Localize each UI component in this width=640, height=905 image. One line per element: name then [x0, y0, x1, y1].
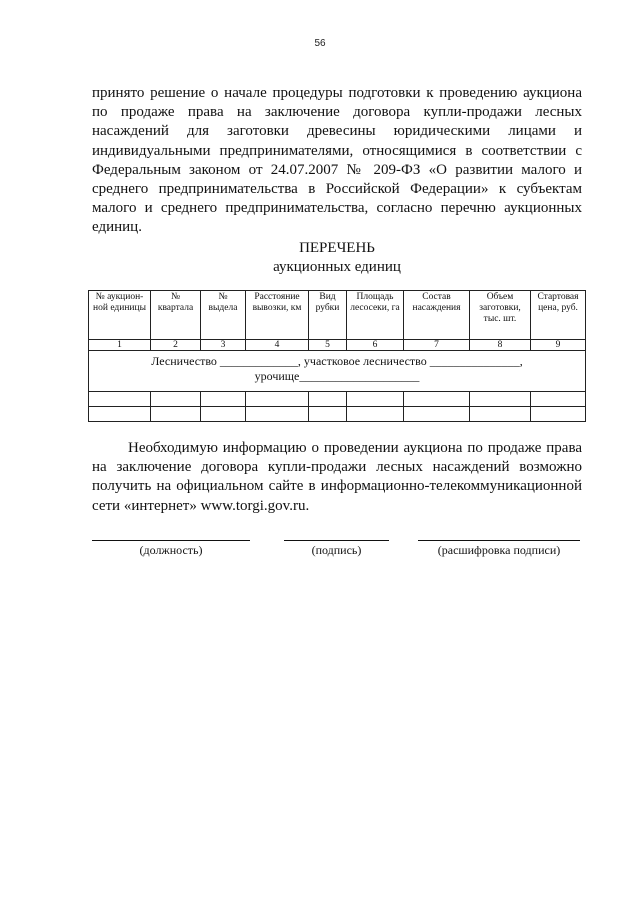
header-unit-number: № аукцион-ной единицы — [89, 291, 151, 340]
header-starting-price: Стартовая цена, руб. — [531, 291, 586, 340]
decoding-line — [418, 540, 580, 541]
column-number: 1 — [89, 340, 151, 351]
table-cell — [309, 407, 347, 422]
signature-line — [284, 540, 389, 541]
column-number: 3 — [201, 340, 246, 351]
table-cell — [470, 392, 531, 407]
intro-paragraph: принято решение о начале процедуры подготовки к проведению аукциона по продаже права на заключение договора купли-продажи лесных насаждений для заготовки древесины юридическими лицами и индивидуальными предпринимателями, относящимися в соответствии с Федеральным законом от 24.07.2007 № 209-ФЗ «О развитии малого и среднего предпринимательства в Российской Федерации» к субъектам малого и среднего предпринимательства, согласно перечню аукционных единиц. — [92, 85, 582, 236]
table-cell — [309, 392, 347, 407]
table-cell — [404, 407, 470, 422]
header-harvest-volume: Объем заготовки, тыс. шт. — [470, 291, 531, 340]
table-cell — [531, 392, 586, 407]
signature-label: (подпись) — [311, 543, 362, 557]
forestry-cell — [89, 351, 586, 392]
table-cell — [201, 392, 246, 407]
column-number: 4 — [246, 340, 309, 351]
header-felling-type: Вид рубки — [309, 291, 347, 340]
table-cell — [470, 407, 531, 422]
table-cell — [347, 392, 404, 407]
decoding-label: (расшифровка подписи) — [437, 543, 561, 557]
column-number: 2 — [151, 340, 201, 351]
table-cell — [151, 407, 201, 422]
table-row — [89, 392, 586, 407]
table-header-row — [89, 291, 586, 340]
decoding-field — [418, 540, 580, 558]
tract-line: урочище____________________ — [254, 369, 420, 383]
table-cell — [246, 407, 309, 422]
info-paragraph: Необходимую информацию о проведении аукциона по продаже права на заключение договора купли-продажи лесных насаждений возможно получить на официальном сайте в информационно-телекоммуникационной сети «интернет» www.torgi.gov.ru. — [92, 440, 582, 514]
position-label: (должность) — [139, 543, 203, 557]
list-subtitle: аукционных единиц — [273, 259, 401, 275]
header-allotment-number: № выдела — [201, 291, 246, 340]
column-number-row — [89, 340, 586, 351]
column-number: 5 — [309, 340, 347, 351]
signature-field — [284, 540, 389, 558]
header-stand-composition: Состав насаждения — [404, 291, 470, 340]
column-number: 8 — [470, 340, 531, 351]
position-field — [92, 540, 250, 558]
forestry-line: Лесничество _____________, участковое лесничество _______________, — [151, 354, 523, 368]
table-cell — [531, 407, 586, 422]
column-number: 9 — [531, 340, 586, 351]
column-number: 6 — [347, 340, 404, 351]
table-cell — [151, 392, 201, 407]
column-number: 7 — [404, 340, 470, 351]
page-number: 56 — [314, 38, 326, 49]
position-line — [92, 540, 250, 541]
signature-block — [92, 540, 582, 570]
table-row — [89, 407, 586, 422]
header-quarter-number: № квартала — [151, 291, 201, 340]
table-cell — [89, 392, 151, 407]
forestry-row — [89, 351, 586, 392]
table-cell — [89, 407, 151, 422]
auction-units-table — [88, 290, 586, 422]
table-cell — [201, 407, 246, 422]
header-cutting-area: Площадь лесосеки, га — [347, 291, 404, 340]
table-cell — [246, 392, 309, 407]
list-title: ПЕРЕЧЕНЬ — [299, 240, 375, 256]
header-haul-distance: Расстояние вывозки, км — [246, 291, 309, 340]
table-cell — [404, 392, 470, 407]
table-cell — [347, 407, 404, 422]
